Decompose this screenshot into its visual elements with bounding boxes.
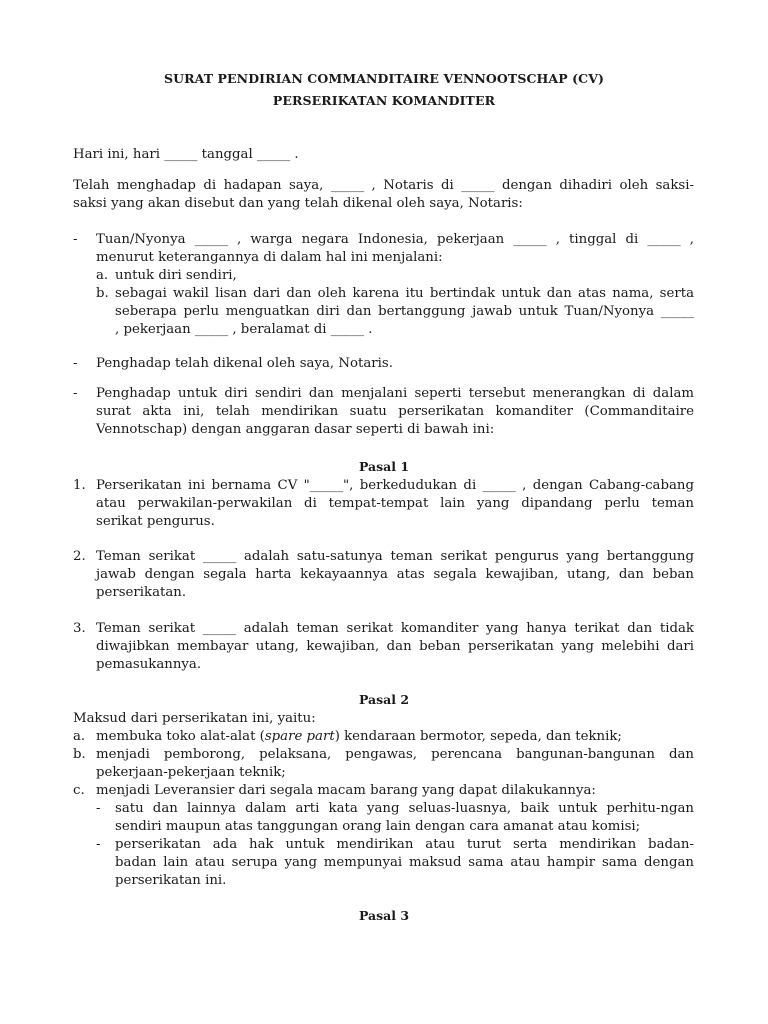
list-marker: c. — [73, 783, 85, 798]
list-marker: b. — [96, 286, 109, 301]
pasal-2-subitem-1: satu dan lainnya dalam arti kata yang seluas-luasnya, baik untuk perhitu-ngan — [115, 801, 694, 816]
pasal-2-item-b: pekerjaan-pekerjaan teknik; — [96, 765, 286, 780]
dash-marker: - — [73, 386, 78, 401]
list-marker: 2. — [73, 549, 86, 564]
pasal-2-item-c: menjadi Leveransier dari segala macam barang yang dapat dilakukannya: — [96, 783, 596, 798]
pasal-2-item-a: membuka toko alat-alat (spare part) kendaraan bermotor, sepeda, dan teknik; — [96, 729, 622, 744]
pasal-1-item-3: pemasukannya. — [96, 657, 202, 672]
pasal-1-item-2: jawab dengan segala harta kekayaannya atas segala kewajiban, utang, dan beban — [96, 567, 694, 582]
establishment-statement: Vennotschap) dengan anggaran dasar seperti di bawah ini: — [96, 422, 495, 437]
pasal-1-item-1: atau perwakilan-perwakilan di tempat-tempat lain yang dipandang perlu teman — [96, 496, 694, 511]
list-marker: 1. — [73, 478, 86, 493]
establishment-statement: surat akta ini, telah mendirikan suatu perserikatan komanditer (Commanditaire — [96, 404, 694, 419]
appearer-line: Tuan/Nyonya _____ , warga negara Indonesia, pekerjaan _____ , tinggal di _____ , — [96, 232, 694, 247]
dash-marker: - — [73, 232, 78, 247]
pasal-1-item-2: perserikatan. — [96, 585, 187, 600]
pasal-1-item-3: Teman serikat _____ adalah teman serikat komanditer yang hanya terikat dan tidak — [96, 621, 694, 636]
list-marker: b. — [73, 747, 86, 762]
establishment-statement: Penghadap untuk diri sendiri dan menjalani seperti tersebut menerangkan di dalam — [96, 386, 694, 401]
appearer-option-b: , pekerjaan _____ , beralamat di _____ . — [115, 322, 373, 337]
appearer-line: menurut keterangannya di dalam hal ini menjalani: — [96, 250, 443, 265]
dash-marker: - — [96, 801, 101, 816]
list-marker: a. — [73, 729, 86, 744]
pasal-2-subitem-2: perserikatan ini. — [115, 873, 227, 888]
intro-paragraph-line: saksi yang akan disebut dan yang telah dikenal oleh saya, Notaris: — [73, 196, 523, 211]
document-subtitle: PERSERIKATAN KOMANDITER — [272, 93, 496, 108]
appearer-option-b: seberapa perlu menguatkan diri dan bertanggung jawab untuk Tuan/Nyonya _____ — [115, 304, 694, 319]
pasal-3-heading: Pasal 3 — [358, 908, 410, 923]
pasal-2-subitem-2: perserikatan ada hak untuk mendirikan atau turut serta mendirikan badan- — [115, 837, 694, 852]
pasal-2-subitem-2: badan lain atau serupa yang mempunyai maksud sama atau hampir sama dengan — [115, 855, 694, 870]
appearer-option-a: untuk diri sendiri, — [115, 268, 237, 283]
dash-marker: - — [73, 356, 78, 371]
intro-date-line: Hari ini, hari _____ tanggal _____ . — [73, 147, 299, 162]
intro-paragraph-line: Telah menghadap di hadapan saya, _____ , Notaris di _____ dengan dihadiri oleh saksi- — [73, 178, 694, 193]
pasal-1-heading: Pasal 1 — [358, 459, 410, 474]
pasal-1-item-2: Teman serikat _____ adalah satu-satunya teman serikat pengurus yang bertanggung — [96, 549, 694, 564]
pasal-2-heading: Pasal 2 — [358, 692, 410, 707]
pasal-1-item-1: Perserikatan ini bernama CV "_____", berkedudukan di _____ , dengan Cabang-cabang — [96, 478, 694, 493]
pasal-1-item-3: diwajibkan membayar utang, kewajiban, dan beban perserikatan yang melebihi dari — [96, 639, 694, 654]
document-title: SURAT PENDIRIAN COMMANDITAIRE VENNOOTSCHAP (CV) — [163, 71, 605, 86]
appearer-option-b: sebagai wakil lisan dari dan oleh karena itu bertindak untuk dan atas nama, serta — [115, 286, 694, 301]
dash-marker: - — [96, 837, 101, 852]
list-marker: 3. — [73, 621, 86, 636]
pasal-2-subitem-1: sendiri maupun atas tanggungan orang lain dengan cara amanat atau komisi; — [115, 819, 641, 834]
pasal-2-intro: Maksud dari perserikatan ini, yaitu: — [73, 711, 316, 726]
pasal-2-item-b: menjadi pemborong, pelaksana, pengawas, perencana bangunan-bangunan dan — [96, 747, 694, 762]
pasal-1-item-1: serikat pengurus. — [96, 514, 215, 529]
known-statement: Penghadap telah dikenal oleh saya, Notaris. — [96, 356, 393, 371]
list-marker: a. — [96, 268, 109, 283]
